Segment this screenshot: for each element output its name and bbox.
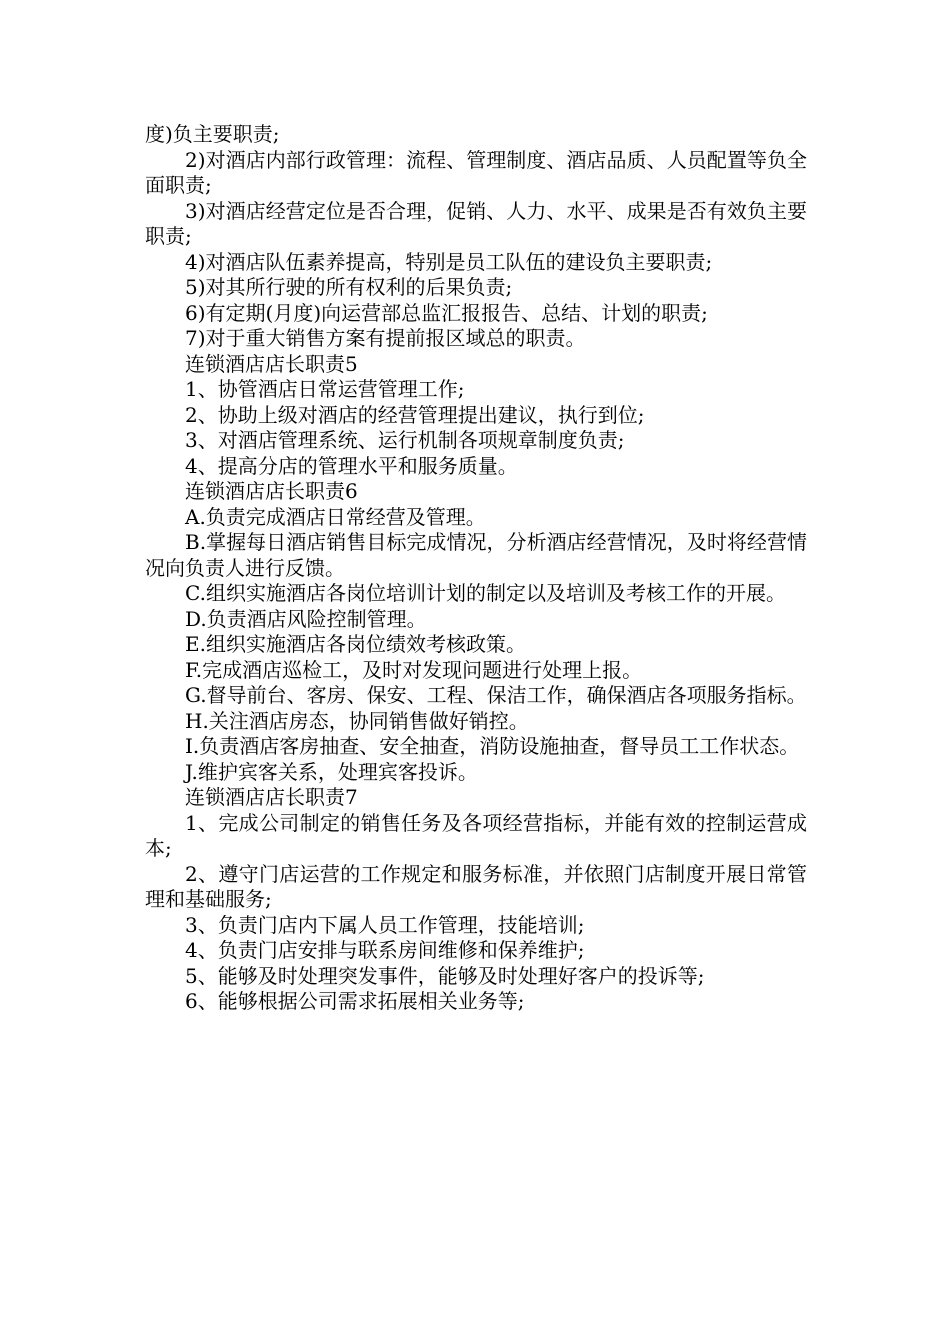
- list-item: D.负责酒店风险控制管理。: [185, 606, 427, 631]
- list-item: B.掌握每日酒店销售目标完成情况，分析酒店经营情况，及时将经营情况向负责人进行反馈。: [145, 530, 807, 580]
- list-item: 2、遵守门店运营的工作规定和服务标准，并依照门店制度开展日常管理和基础服务;: [145, 861, 807, 911]
- list-item: G.督导前台、客房、保安、工程、保洁工作，确保酒店各项服务指标。: [185, 683, 807, 707]
- list-item: 1、协管酒店日常运营管理工作;: [185, 377, 465, 401]
- list-item: 4、负责门店安排与联系房间维修和保养维护;: [185, 938, 585, 962]
- list-item: H.关注酒店房态，协同销售做好销控。: [185, 708, 529, 733]
- list-item: 2、协助上级对酒店的经营管理提出建议，执行到位;: [185, 402, 645, 427]
- list-item: F.完成酒店巡检工，及时对发现问题进行处理上报。: [185, 657, 643, 682]
- list-item: 3)对酒店经营定位是否合理，促销、人力、水平、成果是否有效负主要职责;: [145, 198, 807, 248]
- section-heading: 连锁酒店店长职责6: [185, 479, 358, 503]
- list-item: E.组织实施酒店各岗位绩效考核政策。: [185, 632, 526, 656]
- list-item: 6)有定期(月度)向运营部总监汇报报告、总结、计划的职责;: [185, 300, 708, 325]
- list-item: 5、能够及时处理突发事件，能够及时处理好客户的投诉等;: [185, 963, 705, 988]
- list-item: I.负责酒店客房抽查、安全抽查，消防设施抽查，督导员工工作状态。: [185, 734, 800, 758]
- list-item: 3、负责门店内下属人员工作管理，技能培训;: [185, 912, 585, 937]
- list-item: 5)对其所行驶的所有权利的后果负责;: [185, 275, 513, 299]
- list-item: 3、对酒店管理系统、运行机制各项规章制度负责;: [185, 428, 625, 452]
- list-item: 1、完成公司制定的销售任务及各项经营指标，并能有效的控制运营成本;: [145, 810, 807, 860]
- list-item: 4)对酒店队伍素养提高，特别是员工队伍的建设负主要职责;: [185, 249, 713, 274]
- list-item: 4、提高分店的管理水平和服务质量。: [185, 453, 518, 478]
- document-body: [145, 122, 807, 1015]
- list-item: A.负责完成酒店日常经营及管理。: [185, 504, 486, 529]
- list-item: J.维护宾客关系，处理宾客投诉。: [185, 759, 478, 784]
- section-heading: 连锁酒店店长职责7: [185, 785, 358, 809]
- list-item: 6、能够根据公司需求拓展相关业务等;: [185, 989, 525, 1013]
- list-item: 7)对于重大销售方案有提前报区域总的职责。: [185, 326, 586, 350]
- list-item: C.组织实施酒店各岗位培训计划的制定以及培训及考核工作的开展。: [185, 581, 786, 605]
- list-item: 2)对酒店内部行政管理：流程、管理制度、酒店品质、人员配置等负全面职责;: [145, 147, 807, 197]
- section-heading: 连锁酒店店长职责5: [185, 351, 358, 376]
- list-item: 度)负主要职责;: [145, 122, 280, 146]
